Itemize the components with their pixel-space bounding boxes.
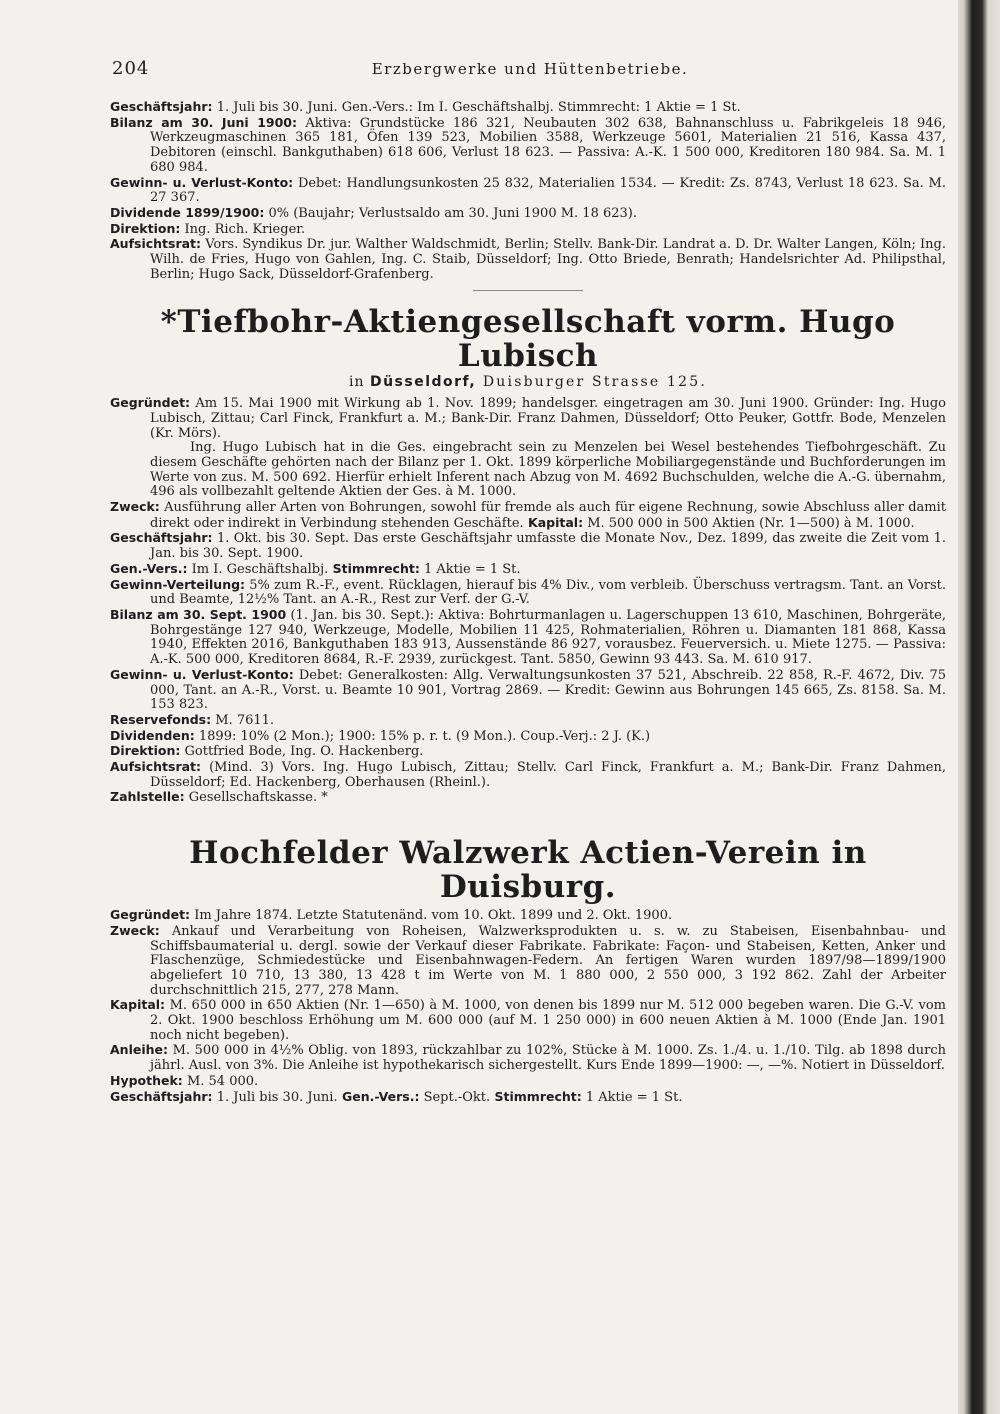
section-tiefbohr <box>110 396 946 806</box>
entry-label: Kapital: <box>523 514 584 530</box>
entry-label: Geschäftsjahr: <box>110 530 213 546</box>
entry-text: 1899: 10% (2 Mon.); 1900: 15% p. r. t. (9 Mon.). Coup.-Verj.: 2 J. (K.) <box>194 728 651 744</box>
entry-text: Debet: Handlungsunkosten 25 832, Materialien 1534. — Kredit: Zs. 8743, Verlust 18 623. Sa. M. 27 367. <box>150 175 946 206</box>
entry-text: Im I. Geschäftshalbj. <box>187 561 329 577</box>
entry-label: Stimmrecht: <box>490 1088 582 1104</box>
entry-label: Gewinn- u. Verlust-Konto: <box>110 666 294 682</box>
entry-label: Hypothek: <box>110 1072 183 1088</box>
entry-label: Zweck: <box>110 499 160 515</box>
entry-paragraph <box>110 924 946 999</box>
entry-text: Aktiva: Grundstücke 186 321, Neubauten 302 638, Bahnanschluss u. Fabrikgeleis 18 946, Werkzeugmaschinen 365 181, Öfen 139 523, Mobilien 3588, Werkzeuge 5601, Materialien 21 516, Kassa 437, Debitoren (einschl. Bankguthaben) 618 606, Verlust 18 623. — Passiva: A.-K. 1 500 000, Kreditoren 180 984. Sa. M. 1 680 984. <box>150 115 946 175</box>
entry-text: M. 500 000 in 4½% Oblig. von 1893, rückzahlbar zu 102%, Stücke à M. 1000. Zs. 1./4. u. 1./10. Tilg. ab 1898 durch jährl. Ausl. von 3%. Die Anleihe ist hypothekarisch sichergestellt. Kurs Ende 1899—1900: —, —%. Notiert in Düsseldorf. <box>150 1043 946 1074</box>
entry-label: Gegründet: <box>110 907 191 923</box>
entry-text: M. 7611. <box>211 712 275 728</box>
entry-label: Direktion: <box>110 743 181 759</box>
entry-paragraph <box>110 100 946 116</box>
entry-paragraph <box>110 908 946 924</box>
entry-text: Ankauf und Verarbeitung von Roheisen, Walzwerksprodukten u. s. w. zu Stabeisen, Eisenbahnbau- und Schiffsbaumaterial u. dergl. sowie der Verkauf dieser Fabrikate. Fabrikate: Façon- und Stabeisen, Ketten, Anker und Flaschenzüge, Schmiedestücke und Eisenbahnwagen-Federn. An fertigen Waren wurden 1897/98—1899/1900 abgeliefert 10 710, 13 380, 13 428 t im Werte von M. 1 880 000, 2 550 000, 3 192 862. Zahl der Arbeiter durchschnittlich 215, 277, 278 Mann. <box>150 923 946 998</box>
entry-paragraph <box>110 578 946 608</box>
location-street: Duisburger Strasse 125. <box>476 374 707 391</box>
entry-paragraph <box>110 500 946 531</box>
entry-paragraph <box>110 608 946 668</box>
entry-label: Direktion: <box>110 220 181 236</box>
entry-label: Gewinn- u. Verlust-Konto: <box>110 174 294 190</box>
entry-text: 1 Aktie = 1 St. <box>419 561 521 577</box>
entry-text: Am 15. Mai 1900 mit Wirkung ab 1. Nov. 1899; handelsger. eingetragen am 30. Juni 1900. Gründer: Ing. Hugo Lubisch, Zittau; Carl Finck, Frankfurt a. M.; Bank-Dir. Franz Dahmen, Düsseldorf; Otto Peuker, Gottfr. Bode, Menzelen (Kr. Mörs). <box>150 396 946 441</box>
entry-label: Gen.-Vers.: <box>337 1088 420 1104</box>
location-city: Düsseldorf, <box>369 374 477 391</box>
entry-text: 5% zum R.-F., event. Rücklagen, hierauf bis 4% Div., vom verbleib. Überschuss vertragsm. Tant. an Vorst. und Beamte, 12½% Tant. an A.-R., Rest zur Verf. der G.-V. <box>150 577 946 608</box>
entry-text: M. 54 000. <box>182 1073 259 1089</box>
entry-paragraph <box>110 1074 946 1090</box>
running-title: Erzbergwerke und Hüttenbetriebe. <box>371 60 689 78</box>
entry-text: Ausführung aller Arten von Bohrungen, sowohl für fremde als auch für eigene Rechnung, sowie Abschluss aller damit direkt oder indirekt in Verbindung stehenden Geschäfte. <box>150 500 946 531</box>
entry-paragraph <box>110 222 946 238</box>
entry-paragraph <box>110 396 946 441</box>
entry-paragraph <box>110 176 946 206</box>
entry-label: Geschäftsjahr: <box>110 1088 213 1104</box>
entry-paragraph <box>110 206 946 222</box>
page-body <box>110 100 946 1105</box>
entry-label: Dividenden: <box>110 727 195 743</box>
location-prefix: in <box>349 374 370 391</box>
section-divider <box>473 290 583 291</box>
entry-label: Gegründet: <box>110 395 191 411</box>
entry-text: 1. Juli bis 30. Juni. Gen.-Vers.: Im I. Geschäftshalbj. Stimmrecht: 1 Aktie = 1 St. <box>212 100 741 115</box>
entry-text: Gesellschaftskasse. * <box>184 790 328 806</box>
entry-paragraph <box>110 760 946 790</box>
entry-text: Im Jahre 1874. Letzte Statutenänd. vom 10. Okt. 1899 und 2. Okt. 1900. <box>190 908 673 924</box>
entry-text: (1. Jan. bis 30. Sept.): Aktiva: Bohrturmanlagen u. Lagerschuppen 13 610, Maschinen, Bohrgeräte, Bohrgestänge 127 940, Werkzeuge, Modelle, Mobilien 11 425, Rohmaterialien, Röhren u. Diamanten 181 868, Kassa 1940, Effekten 2016, Bankguthaben 183 913, Aussenstände 86 927, vorausbez. Feuerversich. u. Miete 1275. — Passiva: A.-K. 500 000, Kreditoren 8684, R.-F. 2939, zurückgest. Tant. 5850, Gewinn 93 443. Sa. M. 610 917. <box>150 607 946 668</box>
entry-label: Geschäftsjahr: <box>110 99 213 114</box>
company-location-tiefbohr <box>110 375 946 390</box>
entry-text: Ing. Hugo Lubisch hat in die Ges. eingebracht sein zu Menzelen bei Wesel bestehendes Tiefbohrgeschäft. Zu diesem Geschäfte gehörten nach der Bilanz per 1. Okt. 1899 körperliche Mobiliargegenstände und Buchforderungen im Werte von zus. M. 500 692. Hierfür erhielt Inferent nach Abzug von M. 4692 Buchschulden, welche die A.-G. übernahm, 496 als vollbezahlt geltende Aktien der Ges. à M. 1000. <box>150 440 946 500</box>
entry-paragraph <box>110 713 946 729</box>
entry-paragraph <box>110 744 946 760</box>
entry-text: 0% (Baujahr; Verlustsaldo am 30. Juni 1900 M. 18 623). <box>264 205 637 221</box>
entry-text: Gottfried Bode, Ing. O. Hackenberg. <box>180 744 424 760</box>
entry-text: M. 650 000 in 650 Aktien (Nr. 1—650) à M. 1000, von denen bis 1899 nur M. 512 000 begeben waren. Die G.-V. vom 2. Okt. 1900 beschloss Erhöhung um M. 600 000 (auf M. 1 250 000) in 600 neuen Aktien à M. 1000 (Ende Jan. 1901 noch nicht begeben). <box>150 998 946 1043</box>
entry-text: (Mind. 3) Vors. Ing. Hugo Lubisch, Zittau; Stellv. Carl Finck, Frankfurt a. M.; Bank-Dir. Franz Dahmen, Düsseldorf; Ed. Hackenberg, Oberhausen (Rheinl.). <box>150 760 946 790</box>
entry-paragraph <box>110 237 946 282</box>
page-number: 204 <box>112 58 150 79</box>
entry-text: Vors. Syndikus Dr. jur. Walther Waldschmidt, Berlin; Stellv. Bank-Dir. Landrat a. D. Dr. Walter Langen, Köln; Ing. Wilh. de Fries, Hugo von Gahlen, Ing. C. Staib, Düsseldorf; Ing. Otto Briede, Benrath; Handelsrichter Ad. Philipsthal, Berlin; Hugo Sack, Düsseldorf-Grafenberg. <box>150 237 946 282</box>
entry-label: Kapital: <box>110 997 166 1013</box>
entry-label: Reservefonds: <box>110 711 212 727</box>
entry-paragraph <box>110 531 946 561</box>
entry-text: 1. Okt. bis 30. Sept. Das erste Geschäftsjahr umfasste die Monate Nov., Dez. 1899, das zweite die Zeit vom 1. Jan. bis 30. Sept. 1900. <box>150 531 946 562</box>
entry-text: Sept.-Okt. <box>419 1089 491 1105</box>
entry-label: Aufsichtsrat: <box>110 759 202 775</box>
book-gutter-shadow <box>958 0 1000 1414</box>
entry-paragraph <box>110 562 946 578</box>
entry-text: 1. Juli bis 30. Juni. <box>212 1089 338 1105</box>
entry-text: Ing. Rich. Krieger. <box>180 221 306 237</box>
entry-paragraph <box>110 441 946 500</box>
entry-text: 1 Aktie = 1 St. <box>581 1089 683 1105</box>
entry-label: Bilanz am 30. Sept. 1900 <box>110 606 287 622</box>
entry-label: Dividende 1899/1900: <box>110 204 265 220</box>
entry-label: Bilanz am 30. Juni 1900: <box>110 114 297 130</box>
page-header <box>112 58 948 86</box>
entry-label: Aufsichtsrat: <box>110 236 202 252</box>
company-title-hochfelder: Hochfelder Walzwerk Actien-Verein in Duisburg. <box>189 835 867 906</box>
entry-text: Debet: Generalkosten: Allg. Verwaltungsunkosten 37 521, Abschreib. 22 858, R.-F. 4672, Div. 75 000, Tant. an A.-R., Vorst. u. Beamte 10 901, Vortrag 2869. — Kredit: Gewinn aus Bohrungen 145 665, Zs. 8158. Sa. M. 153 823. <box>150 667 946 713</box>
entry-paragraph <box>110 1043 946 1073</box>
entry-paragraph <box>110 116 946 176</box>
entry-paragraph <box>110 729 946 745</box>
section-previous-company <box>110 100 946 282</box>
entry-label: Zahlstelle: <box>110 789 185 805</box>
entry-label: Anleihe: <box>110 1042 168 1058</box>
entry-paragraph <box>110 668 946 713</box>
entry-paragraph <box>110 998 946 1043</box>
entry-paragraph <box>110 790 946 806</box>
entry-label: Zweck: <box>110 922 160 938</box>
company-title-tiefbohr: *Tiefbohr-Aktiengesellschaft vorm. Hugo Lubisch <box>160 304 896 375</box>
entry-label: Stimmrecht: <box>328 560 420 576</box>
entry-label: Gewinn-Verteilung: <box>110 576 246 592</box>
entry-paragraph <box>110 1090 946 1106</box>
entry-text: M. 500 000 in 500 Aktien (Nr. 1—500) à M. 1000. <box>583 515 915 531</box>
section-hochfelder <box>110 908 946 1105</box>
entry-label: Gen.-Vers.: <box>110 560 188 576</box>
